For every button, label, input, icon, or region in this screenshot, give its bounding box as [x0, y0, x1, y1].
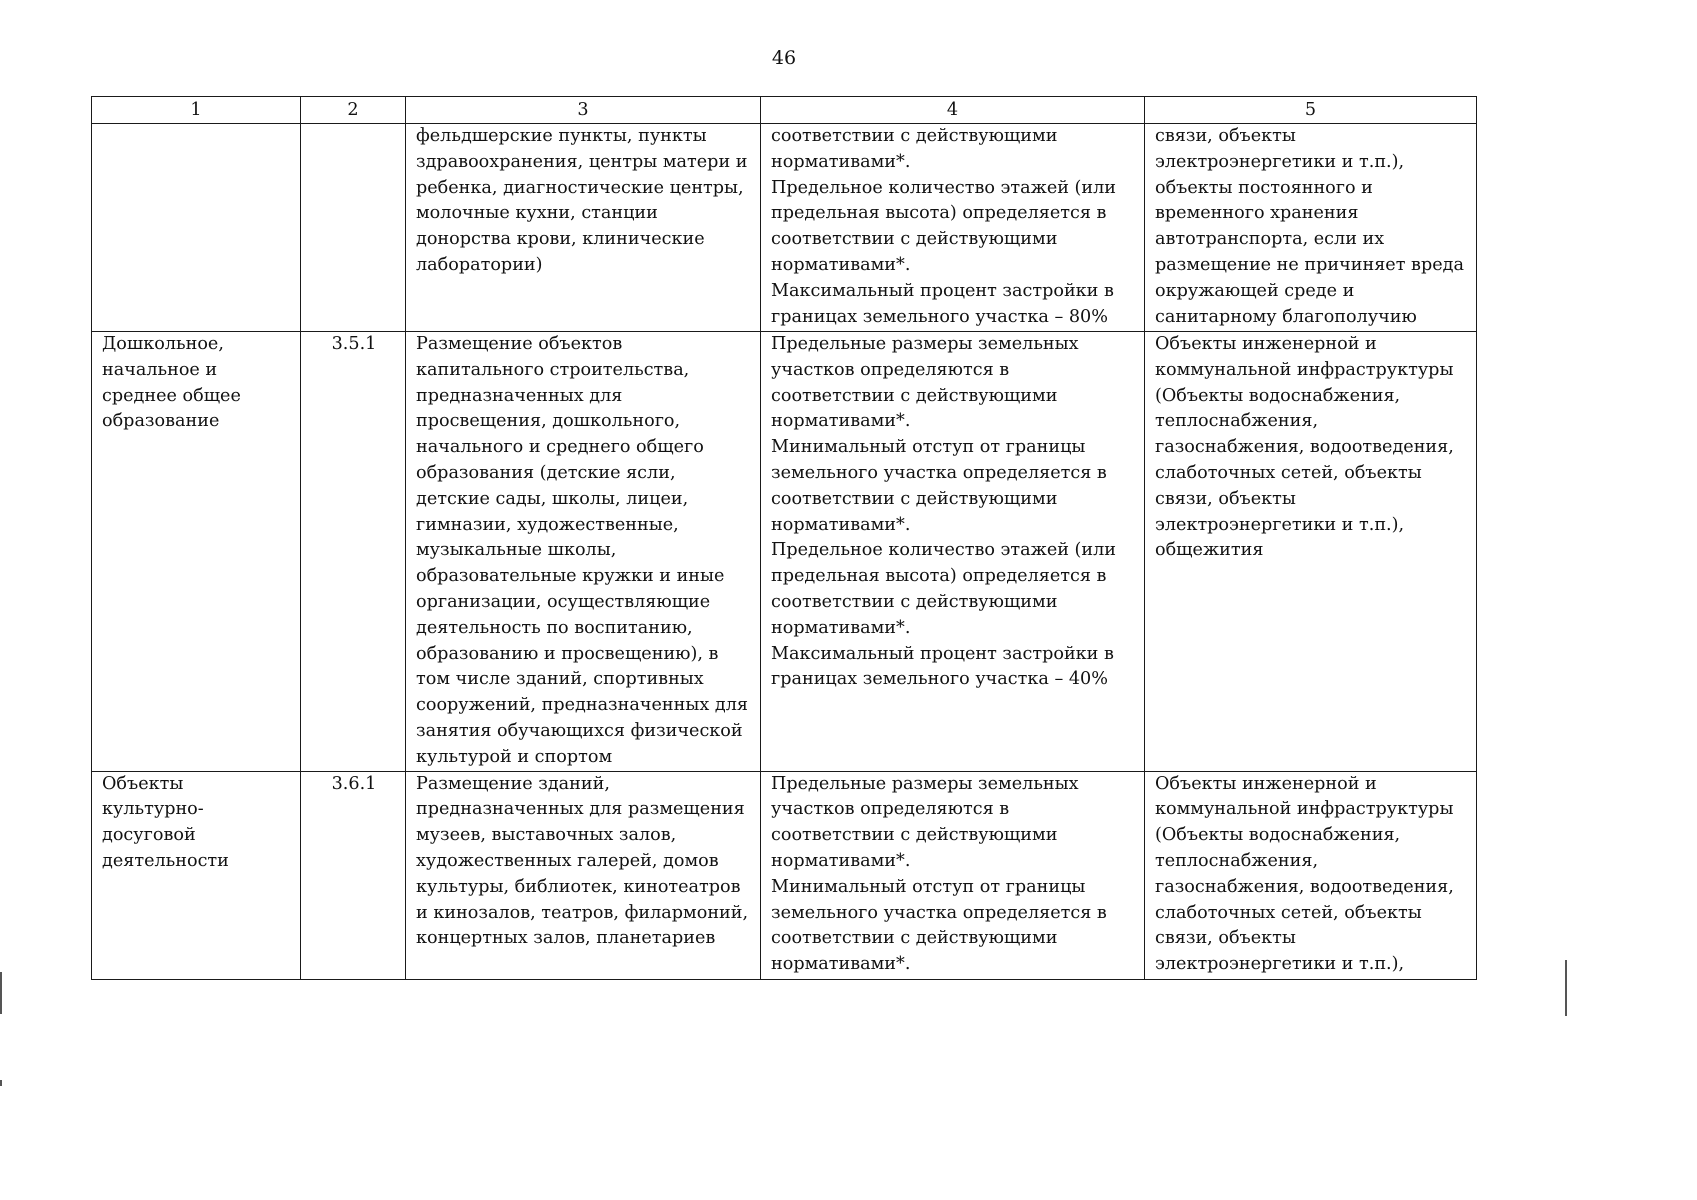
text-line: электроэнергетики и т.п.),	[1155, 151, 1405, 172]
text-line: культурой и спортом	[416, 746, 613, 767]
text-line: теплоснабжения,	[1155, 850, 1319, 871]
text-line: электроэнергетики и т.п.),	[1155, 514, 1405, 535]
text-line: участков определяются в	[771, 799, 1010, 820]
text-line: занятия обучающихся физической	[416, 720, 743, 741]
text-line: коммунальной инфраструктуры	[1155, 359, 1454, 380]
text-line: просвещения, дошкольного,	[416, 411, 681, 432]
text-line: (Объекты водоснабжения,	[1155, 385, 1401, 406]
text-line: Максимальный процент застройки в	[771, 643, 1114, 664]
text-line: Минимальный отступ от границы	[771, 876, 1086, 897]
column-number-4: 4	[761, 97, 1145, 124]
parameters-cell	[761, 332, 1145, 772]
text-line: санитарному благополучию	[1155, 306, 1417, 327]
text-line: размещение не причиняет вреда	[1155, 254, 1464, 275]
text-line: культуры, библиотек, кинотеатров	[416, 876, 741, 897]
page-number: 46	[771, 47, 797, 69]
parameters-cell	[761, 771, 1145, 979]
text-line: земельного участка определяется в	[771, 902, 1107, 923]
text-line: нормативами*.	[771, 617, 911, 638]
text-line: коммунальной инфраструктуры	[1155, 799, 1454, 820]
text-line: общежития	[1155, 540, 1264, 561]
text-line: детские сады, школы, лицеи,	[416, 488, 689, 509]
text-line: (Объекты водоснабжения,	[1155, 825, 1401, 846]
column-number-5: 5	[1145, 97, 1477, 124]
auxiliary-uses-cell	[1145, 771, 1477, 979]
text-line: предельная высота) определяется в	[771, 203, 1107, 224]
auxiliary-uses-cell	[1145, 332, 1477, 772]
text-line: гимназии, художественные,	[416, 514, 679, 535]
text-line: окружающей среде и	[1155, 280, 1355, 301]
text-line: нормативами*.	[771, 954, 911, 975]
text-line: Минимальный отступ от границы	[771, 437, 1086, 458]
text-line: Предельные размеры земельных	[771, 773, 1079, 794]
text-line: молочные кухни, станции	[416, 203, 658, 224]
column-number-3: 3	[406, 97, 761, 124]
text-line: деятельности	[102, 850, 229, 871]
text-line: соответствии с действующими	[771, 385, 1058, 406]
table-row	[92, 771, 1477, 979]
column-number-row	[92, 97, 1477, 124]
text-line: нормативами*.	[771, 254, 911, 275]
text-line: досуговой	[102, 825, 196, 846]
scan-artifact-right	[1565, 960, 1567, 1016]
text-line: Максимальный процент застройки в	[771, 280, 1114, 301]
text-line: донорства крови, клинические	[416, 229, 705, 250]
text-line: земельного участка определяется в	[771, 462, 1107, 483]
table-row	[92, 124, 1477, 332]
text-line: Размещение зданий,	[416, 773, 610, 794]
text-line: соответствии с действующими	[771, 229, 1058, 250]
description-cell	[406, 771, 761, 979]
text-line: образованию и просвещению), в	[416, 643, 719, 664]
text-line: связи, объекты	[1155, 126, 1296, 146]
scan-artifact-left-bottom	[0, 1080, 2, 1086]
text-line: временного хранения	[1155, 203, 1359, 224]
text-line: концертных залов, планетариев	[416, 928, 716, 949]
text-line: Предельное количество этажей (или	[771, 177, 1117, 198]
text-line: автотранспорта, если их	[1155, 229, 1385, 250]
text-line: образование	[102, 411, 220, 432]
text-line: организации, осуществляющие	[416, 591, 711, 612]
text-line: Объекты инженерной и	[1155, 773, 1377, 794]
text-line: образовательные кружки и иные	[416, 566, 725, 587]
text-line: образования (детские ясли,	[416, 462, 676, 483]
text-line: лаборатории)	[416, 254, 543, 275]
text-line: Размещение объектов	[416, 334, 623, 354]
land-use-name-cell	[92, 771, 301, 979]
text-line: связи, объекты	[1155, 928, 1296, 949]
text-line: теплоснабжения,	[1155, 411, 1319, 432]
table-row	[92, 332, 1477, 772]
text-line: здравоохранения, центры матери и	[416, 151, 748, 172]
land-use-code-cell: 3.6.1	[301, 771, 406, 979]
text-line: нормативами*.	[771, 411, 911, 432]
text-line: начального и среднего общего	[416, 437, 704, 458]
text-line: соответствии с действующими	[771, 126, 1058, 146]
text-line: Объекты	[102, 773, 184, 794]
text-line: музыкальные школы,	[416, 540, 617, 561]
column-number-1: 1	[92, 97, 301, 124]
text-line: нормативами*.	[771, 850, 911, 871]
text-line: предназначенных для	[416, 385, 623, 406]
text-line: сооружений, предназначенных для	[416, 695, 748, 716]
column-number-2: 2	[301, 97, 406, 124]
text-line: участков определяются в	[771, 359, 1010, 380]
description-cell	[406, 332, 761, 772]
text-line: газоснабжения, водоотведения,	[1155, 876, 1454, 897]
text-line: Предельные размеры земельных	[771, 334, 1079, 354]
text-line: электроэнергетики и т.п.),	[1155, 954, 1405, 975]
text-line: деятельность по воспитанию,	[416, 617, 693, 638]
text-line: слаботочных сетей, объекты	[1155, 902, 1422, 923]
text-line: предельная высота) определяется в	[771, 566, 1107, 587]
text-line: художественных галерей, домов	[416, 850, 719, 871]
text-line: культурно-	[102, 799, 204, 820]
text-line: нормативами*.	[771, 151, 911, 172]
auxiliary-uses-cell	[1145, 124, 1477, 332]
text-line: капитального строительства,	[416, 359, 690, 380]
text-line: соответствии с действующими	[771, 928, 1058, 949]
text-line: среднее общее	[102, 385, 241, 406]
land-use-table	[91, 96, 1477, 980]
text-line: нормативами*.	[771, 514, 911, 535]
text-line: слаботочных сетей, объекты	[1155, 462, 1422, 483]
text-line: начальное и	[102, 359, 218, 380]
land-use-name-cell	[92, 332, 301, 772]
parameters-cell	[761, 124, 1145, 332]
text-line: предназначенных для размещения	[416, 799, 745, 820]
text-line: фельдшерские пункты, пункты	[416, 126, 707, 146]
text-line: границах земельного участка – 40%	[771, 669, 1108, 690]
text-line: соответствии с действующими	[771, 591, 1058, 612]
text-line: Предельное количество этажей (или	[771, 540, 1117, 561]
text-line: Объекты инженерной и	[1155, 334, 1377, 354]
text-line: объекты постоянного и	[1155, 177, 1373, 198]
text-line: и кинозалов, театров, филармоний,	[416, 902, 749, 923]
text-line: связи, объекты	[1155, 488, 1296, 509]
text-line: газоснабжения, водоотведения,	[1155, 437, 1454, 458]
land-use-code-cell: 3.5.1	[301, 332, 406, 772]
text-line: ребенка, диагностические центры,	[416, 177, 744, 198]
text-line: соответствии с действующими	[771, 488, 1058, 509]
text-line: музеев, выставочных залов,	[416, 825, 677, 846]
land-use-code-cell	[301, 124, 406, 332]
description-cell	[406, 124, 761, 332]
scan-artifact-left	[0, 972, 2, 1014]
text-line: Дошкольное,	[102, 334, 224, 354]
land-use-name-cell	[92, 124, 301, 332]
text-line: соответствии с действующими	[771, 825, 1058, 846]
text-line: том числе зданий, спортивных	[416, 669, 704, 690]
text-line: границах земельного участка – 80%	[771, 306, 1108, 327]
